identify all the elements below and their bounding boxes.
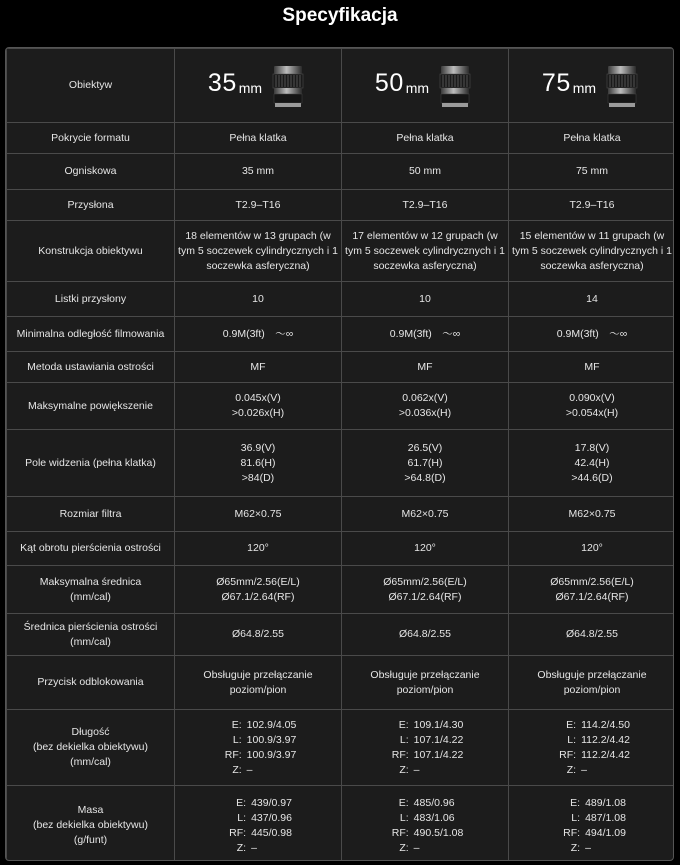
mount-key: E: bbox=[398, 718, 409, 731]
mount-key: E: bbox=[231, 718, 242, 731]
spec-row bbox=[7, 352, 675, 383]
row-label bbox=[7, 566, 175, 614]
row-label: Pokrycie formatu bbox=[7, 123, 175, 154]
focal-unit: mm bbox=[572, 79, 597, 96]
mount-key: L: bbox=[567, 733, 577, 746]
spec-value: Pełna klatka bbox=[175, 123, 342, 154]
mount-value: 114.2/4.50 bbox=[581, 718, 630, 731]
mount-key: Z: bbox=[236, 841, 247, 854]
spec-value: 75 mm bbox=[509, 154, 675, 190]
mount-key: E: bbox=[570, 796, 581, 809]
focal-number: 35 bbox=[207, 68, 237, 97]
spec-value bbox=[509, 430, 675, 497]
variant-list bbox=[387, 718, 464, 778]
mount-value: 487/1.08 bbox=[585, 811, 626, 824]
spec-row bbox=[7, 614, 675, 656]
focal-length bbox=[207, 68, 263, 97]
cell-line: 0.090x(V) bbox=[569, 392, 615, 404]
spec-value bbox=[175, 710, 342, 786]
mount-value: – bbox=[246, 763, 253, 776]
mount-key: Z: bbox=[399, 763, 409, 776]
cell-line: >84(D) bbox=[241, 471, 275, 484]
spec-row bbox=[7, 190, 675, 221]
row-label: Maksymalne powiększenie bbox=[7, 383, 175, 430]
spec-value: M62×0.75 bbox=[175, 497, 342, 532]
mount-key: L: bbox=[399, 733, 409, 746]
spec-value bbox=[342, 430, 509, 497]
cell-line: 42.4(H) bbox=[574, 456, 610, 469]
cell-line: (mm/cal) bbox=[70, 590, 111, 603]
spec-value: 35 mm bbox=[175, 154, 342, 190]
spec-row bbox=[7, 430, 675, 497]
spec-value: 17 elementów w 12 grupach (w tym 5 soczewek cylindrycznych i 1 soczewka asferyczna) bbox=[342, 221, 509, 282]
mount-key: RF: bbox=[229, 826, 247, 839]
spec-value: Pełna klatka bbox=[509, 123, 675, 154]
mount-value: 100.9/3.97 bbox=[246, 733, 297, 746]
mount-value: 107.1/4.22 bbox=[413, 748, 464, 761]
focal-unit: mm bbox=[405, 79, 430, 96]
cell-line: (bez dekielka obiektywu) bbox=[33, 819, 148, 831]
variant-item bbox=[387, 796, 464, 811]
spec-value: T2.9–T16 bbox=[175, 190, 342, 221]
lens-header-cell bbox=[342, 49, 509, 123]
spec-value: T2.9–T16 bbox=[509, 190, 675, 221]
variant-item bbox=[220, 763, 297, 778]
variant-item bbox=[387, 733, 464, 748]
row-label bbox=[7, 614, 175, 656]
mount-key: RF: bbox=[391, 826, 409, 839]
cell-line: Obsługuje przełączanie bbox=[203, 668, 313, 681]
spec-value: Ø64.8/2.55 bbox=[175, 614, 342, 656]
spec-value: 0.9M(3ft) ～∞ bbox=[342, 317, 509, 352]
spec-row bbox=[7, 282, 675, 317]
spec-value: Ø64.8/2.55 bbox=[342, 614, 509, 656]
row-label: Przysłona bbox=[7, 190, 175, 221]
mount-value: 483/1.06 bbox=[413, 811, 455, 824]
cell-line: >0.036x(H) bbox=[398, 407, 452, 419]
mount-value: 437/0.96 bbox=[251, 811, 292, 824]
spec-value bbox=[509, 786, 675, 862]
spec-value bbox=[509, 656, 675, 710]
variant-list bbox=[387, 796, 464, 856]
mount-key: E: bbox=[566, 718, 577, 731]
spec-row bbox=[7, 123, 675, 154]
cell-line: Długość bbox=[71, 726, 110, 738]
focal-unit: mm bbox=[238, 79, 263, 96]
spec-value: 10 bbox=[342, 282, 509, 317]
page-title: Specyfikacja bbox=[282, 5, 398, 26]
spec-value bbox=[342, 383, 509, 430]
variant-item bbox=[558, 796, 626, 811]
spec-value: 0.9M(3ft) ～∞ bbox=[509, 317, 675, 352]
row-label bbox=[7, 786, 175, 862]
mount-key: RF: bbox=[391, 748, 409, 761]
mount-value: 485/0.96 bbox=[413, 796, 455, 809]
variant-item bbox=[387, 826, 464, 841]
spec-row bbox=[7, 497, 675, 532]
focal-length bbox=[374, 68, 430, 97]
mount-value: – bbox=[251, 841, 257, 854]
spec-value: 18 elementów w 13 grupach (w tym 5 soczewek cylindrycznych i 1 soczewka asferyczna) bbox=[175, 221, 342, 282]
mount-value: 109.1/4.30 bbox=[413, 718, 464, 731]
variant-list bbox=[554, 718, 630, 778]
cell-line: Obsługuje przełączanie bbox=[537, 668, 647, 681]
cell-line: 26.5(V) bbox=[407, 441, 443, 454]
spec-row bbox=[7, 566, 675, 614]
cell-line: Średnica pierścienia ostrości bbox=[23, 620, 158, 633]
mount-value: 100.9/3.97 bbox=[246, 748, 297, 761]
mount-key: L: bbox=[232, 733, 242, 746]
lens-header-cell bbox=[509, 49, 675, 123]
mount-value: 445/0.98 bbox=[251, 826, 292, 839]
lens-header bbox=[345, 63, 505, 109]
focal-number: 75 bbox=[541, 68, 571, 97]
mount-key: Z: bbox=[566, 763, 577, 776]
mass-row bbox=[7, 786, 675, 862]
mount-value: 494/1.09 bbox=[585, 826, 626, 839]
cell-line: poziom/pion bbox=[229, 683, 287, 696]
cell-line: 17.8(V) bbox=[574, 441, 610, 454]
mount-value: 107.1/4.22 bbox=[413, 733, 464, 746]
variant-item bbox=[554, 763, 630, 778]
spec-value bbox=[509, 383, 675, 430]
variant-item bbox=[554, 733, 630, 748]
spec-value: 120° bbox=[342, 532, 509, 566]
spec-row bbox=[7, 221, 675, 282]
variant-item bbox=[387, 718, 464, 733]
mount-key: L: bbox=[399, 811, 409, 824]
cell-line: 36.9(V) bbox=[240, 441, 276, 454]
variant-item bbox=[224, 841, 292, 856]
mount-value: 439/0.97 bbox=[251, 796, 292, 809]
mount-value: 112.2/4.42 bbox=[581, 748, 630, 761]
row-label: Ogniskowa bbox=[7, 154, 175, 190]
cell-line: Ø67.1/2.64(RF) bbox=[221, 590, 295, 603]
row-label: Metoda ustawiania ostrości bbox=[7, 352, 175, 383]
variant-item bbox=[224, 811, 292, 826]
mount-value: – bbox=[413, 763, 420, 776]
mount-value: 490.5/1.08 bbox=[413, 826, 464, 839]
cell-line: poziom/pion bbox=[563, 683, 621, 696]
variant-item bbox=[554, 718, 630, 733]
spec-value bbox=[175, 786, 342, 862]
cell-line: (mm/cal) bbox=[70, 635, 111, 648]
mount-key: RF: bbox=[563, 826, 581, 839]
variant-list bbox=[558, 796, 626, 856]
mount-key: L: bbox=[571, 811, 581, 824]
lens-header bbox=[512, 63, 672, 109]
mount-key: Z: bbox=[399, 841, 409, 854]
mount-value: 112.2/4.42 bbox=[581, 733, 630, 746]
cell-line: Masa bbox=[77, 804, 104, 816]
spec-value bbox=[342, 656, 509, 710]
variant-item bbox=[558, 826, 626, 841]
cell-line: Obsługuje przełączanie bbox=[370, 668, 480, 681]
spec-value bbox=[509, 710, 675, 786]
cell-line: poziom/pion bbox=[396, 683, 454, 696]
lens-header-cell bbox=[175, 49, 342, 123]
mount-key: Z: bbox=[232, 763, 242, 776]
spec-value: Ø64.8/2.55 bbox=[509, 614, 675, 656]
cell-line: >0.054x(H) bbox=[565, 407, 619, 419]
spec-value: M62×0.75 bbox=[342, 497, 509, 532]
lens-product-icon bbox=[602, 63, 642, 109]
mount-key: E: bbox=[236, 796, 247, 809]
spec-value: MF bbox=[342, 352, 509, 383]
row-label: Obiektyw bbox=[7, 49, 175, 123]
cell-line: 81.6(H) bbox=[240, 456, 276, 469]
spec-row bbox=[7, 317, 675, 352]
variant-item bbox=[387, 841, 464, 856]
spec-table bbox=[6, 48, 674, 861]
variant-list bbox=[220, 718, 297, 778]
row-label bbox=[7, 710, 175, 786]
cell-line: 0.045x(V) bbox=[235, 392, 281, 404]
cell-line: Maksymalna średnica bbox=[39, 575, 142, 588]
spec-value: Pełna klatka bbox=[342, 123, 509, 154]
focal-length bbox=[541, 68, 597, 97]
cell-line: Ø67.1/2.64(RF) bbox=[555, 590, 629, 603]
mount-value: – bbox=[413, 841, 420, 854]
spec-row bbox=[7, 656, 675, 710]
mount-value: – bbox=[585, 841, 591, 854]
lens-product-icon bbox=[435, 63, 475, 109]
mount-key: Z: bbox=[570, 841, 581, 854]
mount-value: 102.9/4.05 bbox=[246, 718, 297, 731]
variant-item bbox=[558, 811, 626, 826]
row-label: Konstrukcja obiektywu bbox=[7, 221, 175, 282]
variant-item bbox=[220, 748, 297, 763]
spec-row bbox=[7, 532, 675, 566]
lens-header bbox=[178, 63, 338, 109]
cell-line: 61.7(H) bbox=[407, 456, 443, 469]
spec-value: T2.9–T16 bbox=[342, 190, 509, 221]
variant-item bbox=[387, 748, 464, 763]
mount-key: E: bbox=[398, 796, 409, 809]
variant-item bbox=[224, 826, 292, 841]
row-label: Listki przysłony bbox=[7, 282, 175, 317]
row-label: Pole widzenia (pełna klatka) bbox=[7, 430, 175, 497]
spec-value bbox=[509, 566, 675, 614]
cell-line: Ø65mm/2.56(E/L) bbox=[216, 575, 300, 588]
lens-product-icon bbox=[268, 63, 308, 109]
cell-line: (g/funt) bbox=[73, 834, 108, 846]
spec-value bbox=[342, 786, 509, 862]
spec-value: 120° bbox=[509, 532, 675, 566]
row-label: Minimalna odległość filmowania bbox=[7, 317, 175, 352]
mount-key: RF: bbox=[559, 748, 577, 761]
variant-item bbox=[387, 811, 464, 826]
cell-line: Ø65mm/2.56(E/L) bbox=[383, 575, 467, 588]
cell-line: 0.062x(V) bbox=[402, 392, 448, 404]
spec-row bbox=[7, 383, 675, 430]
row-label: Przycisk odblokowania bbox=[7, 656, 175, 710]
spec-value: 0.9M(3ft) ～∞ bbox=[175, 317, 342, 352]
variant-item bbox=[387, 763, 464, 778]
variant-item bbox=[224, 796, 292, 811]
spec-value bbox=[175, 656, 342, 710]
lens-header-row bbox=[7, 49, 675, 123]
mount-value: – bbox=[581, 763, 587, 776]
cell-line: >0.026x(H) bbox=[231, 407, 285, 419]
spec-value: 10 bbox=[175, 282, 342, 317]
spec-value: 15 elementów w 11 grupach (w tym 5 soczewek cylindrycznych i 1 soczewka asferyczna) bbox=[509, 221, 675, 282]
spec-value bbox=[175, 566, 342, 614]
cell-line: >64.8(D) bbox=[404, 471, 446, 484]
spec-value: 120° bbox=[175, 532, 342, 566]
spec-value bbox=[175, 430, 342, 497]
variant-item bbox=[220, 733, 297, 748]
spec-value bbox=[175, 383, 342, 430]
spec-row bbox=[7, 154, 675, 190]
cell-line: (mm/cal) bbox=[70, 756, 111, 768]
mount-key: L: bbox=[237, 811, 247, 824]
spec-value: MF bbox=[175, 352, 342, 383]
cell-line: (bez dekielka obiektywu) bbox=[33, 741, 148, 753]
spec-value: M62×0.75 bbox=[509, 497, 675, 532]
variant-item bbox=[220, 718, 297, 733]
spec-table-container bbox=[5, 47, 674, 861]
spec-value bbox=[342, 710, 509, 786]
focal-number: 50 bbox=[374, 68, 404, 97]
cell-line: >44.6(D) bbox=[571, 471, 613, 484]
spec-value: MF bbox=[509, 352, 675, 383]
variant-item bbox=[554, 748, 630, 763]
spec-value bbox=[342, 566, 509, 614]
length-row bbox=[7, 710, 675, 786]
cell-line: Ø65mm/2.56(E/L) bbox=[550, 575, 634, 588]
mount-key: RF: bbox=[224, 748, 242, 761]
mount-value: 489/1.08 bbox=[585, 796, 626, 809]
cell-line: Ø67.1/2.64(RF) bbox=[388, 590, 462, 603]
row-label: Rozmiar filtra bbox=[7, 497, 175, 532]
variant-list bbox=[224, 796, 292, 856]
spec-value: 50 mm bbox=[342, 154, 509, 190]
row-label: Kąt obrotu pierścienia ostrości bbox=[7, 532, 175, 566]
spec-value: 14 bbox=[509, 282, 675, 317]
variant-item bbox=[558, 841, 626, 856]
